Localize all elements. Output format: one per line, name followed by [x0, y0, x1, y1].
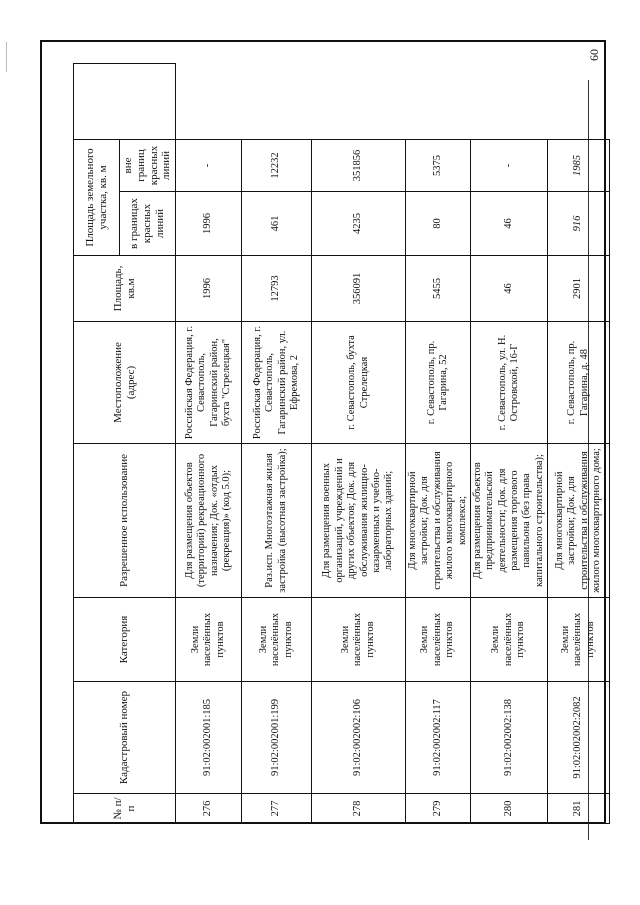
cell-category: Земли населённых пунктов: [176, 598, 242, 682]
cell-location: г. Севастополь, пр. Гагарина, д. 48: [548, 322, 610, 444]
header-category: Категория: [74, 598, 176, 682]
cell-location: г. Севастополь, ул. Н. Островской, 16-Г: [470, 322, 547, 444]
cell-outside: -: [176, 139, 242, 191]
cell-inside: 46: [470, 192, 547, 256]
cell-use: Для размещения объектов предпринимательской деятельности; Док. для размещения торгового павильона (без права капитального строительства);: [470, 444, 547, 598]
cell-use: Для размещения объектов (территорий) рекреационного назначения; Док. «отдых (рекреация)» (код 5.0);: [176, 444, 242, 598]
header-use: Разрешенное использование: [74, 444, 176, 598]
cell-inside: 80: [406, 192, 471, 256]
table-row: [312, 63, 406, 823]
header-location: Местоположение (адрес): [74, 322, 176, 444]
rotated-table-container: [73, 64, 602, 824]
cell-category: Земли населённых пунктов: [548, 598, 610, 682]
cell-inside: 1996: [176, 192, 242, 256]
cell-inside: 461: [242, 192, 312, 256]
scan-margin-mark: [6, 42, 7, 72]
cell-num: 281: [548, 794, 610, 824]
cell-outside: 1985: [548, 139, 610, 191]
header-outside: вне границ красных линий: [120, 139, 176, 191]
cell-category: Земли населённых пунктов: [470, 598, 547, 682]
cell-outside: 5375: [406, 139, 471, 191]
cell-location: г. Севастополь, пр. Гагарина, 52: [406, 322, 471, 444]
cell-category: Земли населённых пунктов: [406, 598, 471, 682]
cell-outside: -: [470, 139, 547, 191]
cell-num: 276: [176, 794, 242, 824]
cell-use: Для размещения военных организаций, учреждений и других объектов; Док. для обслуживания жилищно-казарменных и учебно-лабораторных зданий;: [312, 444, 406, 598]
cell-area: 46: [470, 256, 547, 322]
cell-cadastral: 91:02:002002:138: [470, 682, 547, 794]
page-number: 60: [587, 49, 601, 61]
cell-inside: 4235: [312, 192, 406, 256]
cell-area: 356091: [312, 256, 406, 322]
cell-outside: 351856: [312, 139, 406, 191]
cell-cadastral: 91:02:002002:117: [406, 682, 471, 794]
cell-use: Для многоквартирной застройки; Док. для строительства и обслуживания жилого многоквартирного комплекса;: [406, 444, 471, 598]
header-plot-area: Площадь земельного участка, кв. м: [74, 139, 120, 255]
cell-area: 2901: [548, 256, 610, 322]
table-row: [242, 63, 312, 823]
table-row: [406, 63, 471, 823]
cell-category: Земли населённых пунктов: [242, 598, 312, 682]
cell-area: 5455: [406, 256, 471, 322]
cell-location: Российская Федерация, г. Севастополь, Гагаринский район, бухта "Стрелецкая": [176, 322, 242, 444]
cell-category: Земли населённых пунктов: [312, 598, 406, 682]
table-row: [176, 63, 242, 823]
cell-inside: 916: [548, 192, 610, 256]
cell-num: 279: [406, 794, 471, 824]
cell-num: 280: [470, 794, 547, 824]
cell-area: 12793: [242, 256, 312, 322]
blank-right-column: [74, 63, 176, 139]
cell-location: Российская Федерация, г. Севастополь, Гагаринский район, ул. Ефремова, 2: [242, 322, 312, 444]
cell-cadastral: 91:02:002001:185: [176, 682, 242, 794]
header-inside: в границах красных линий: [120, 192, 176, 256]
cell-area: 1996: [176, 256, 242, 322]
cell-cadastral: 91:02:002002:106: [312, 682, 406, 794]
cell-num: 278: [312, 794, 406, 824]
cell-location: г. Севастополь, бухта Стрелецкая: [312, 322, 406, 444]
land-plots-table: [73, 63, 610, 824]
header-area: Площадь, кв.м: [74, 256, 176, 322]
table-row: [548, 63, 610, 823]
cell-num: 277: [242, 794, 312, 824]
cell-cadastral: 91:02:002001:199: [242, 682, 312, 794]
header-num: № п/п: [74, 794, 176, 824]
header-cadastral: Кадастровый номер: [74, 682, 176, 794]
table-row: [470, 63, 547, 823]
cell-use: Раз.исп. Многоэтажная жилая застройка (высотная застройка);: [242, 444, 312, 598]
cell-cadastral: 91:02:002002:2082: [548, 682, 610, 794]
cell-outside: 12232: [242, 139, 312, 191]
cell-use: Для многоквартирной застройки; Док. для строительства и обслуживания жилого многоквартирного дома;: [548, 444, 610, 598]
